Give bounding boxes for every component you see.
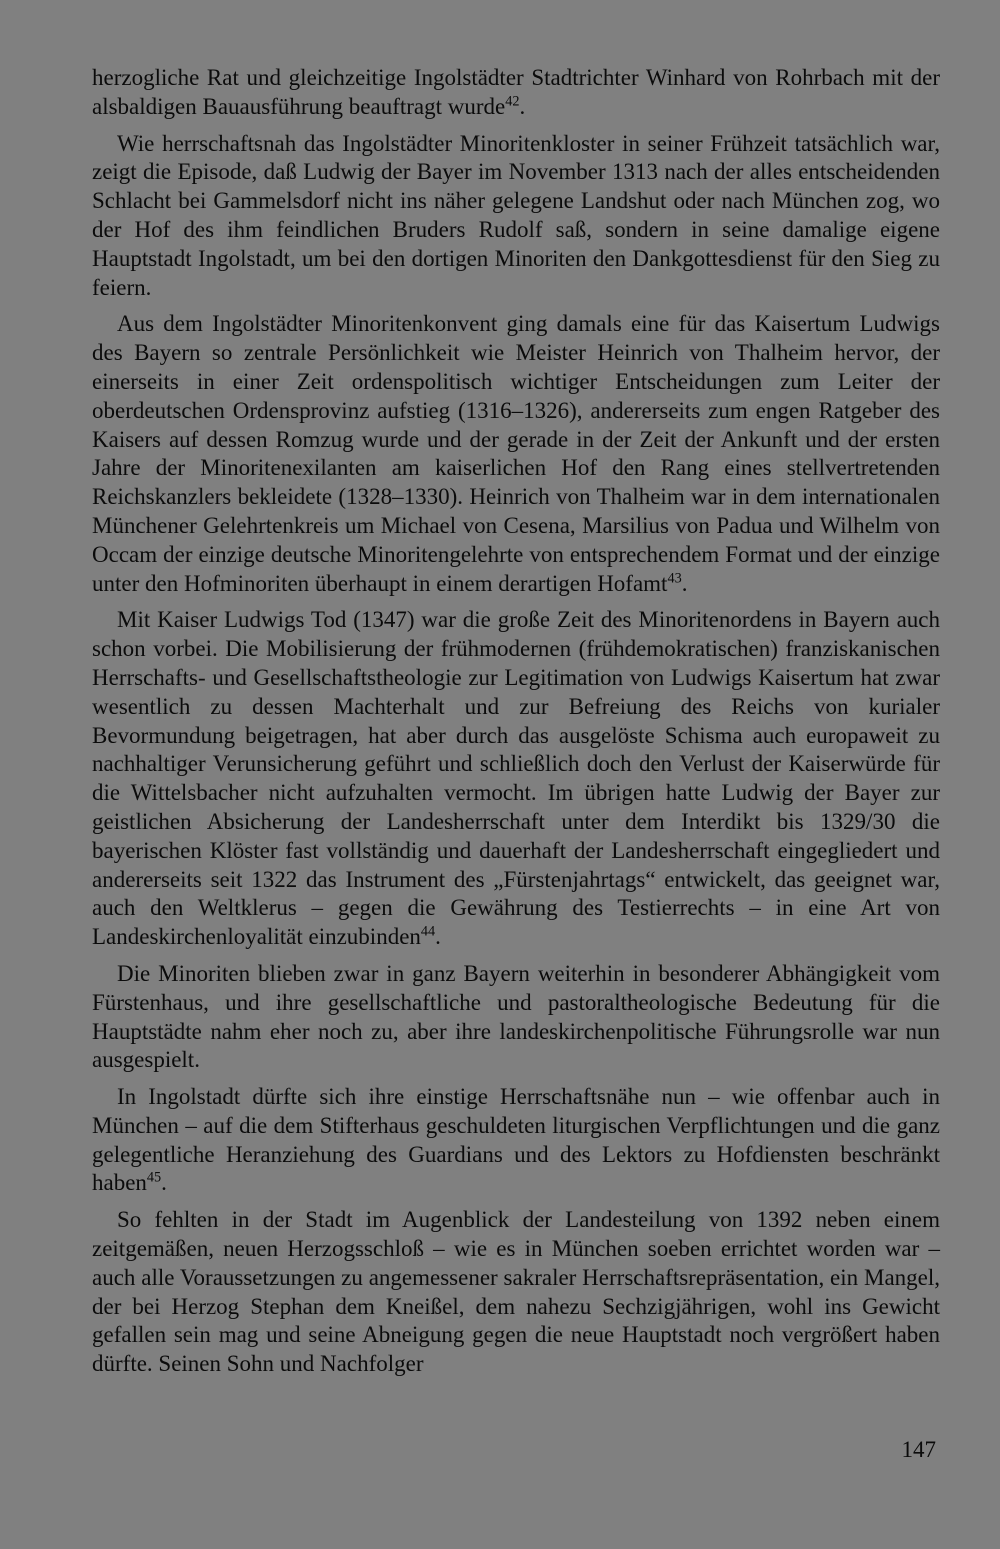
- paragraph-end: .: [519, 93, 526, 119]
- paragraph-text: So fehlten in der Stadt im Augenblick der Landesteilung von 1392 neben einem zeitgemäßen, neuen Herzogsschloß – wie es in München soeben errichtet worden war – auch alle Voraussetzungen zu angemessener sakraler Herrschaftsrepräsentation, ein Mangel, der bei Herzog Stephan dem Kneißel, dem nahezu Sechzigjährigen, wohl ins Gewicht gefallen sein mag und seine Abneigung gegen die neue Hauptstadt noch vergrößert haben dürfte. Seinen Sohn und Nachfolger: [92, 1207, 940, 1377]
- paragraph-3: [92, 310, 940, 598]
- footnote-marker[interactable]: 45: [146, 1169, 162, 1186]
- page-body: [92, 64, 940, 1379]
- paragraph-text: In Ingolstadt dürfte sich ihre einstige Herrschaftsnähe nun – wie offenbar auch in München – auf die dem Stifterhaus geschuldeten liturgischen Verpflichtungen und die ganz gelegentliche Heranziehung des Guardians und des Lektors zu Hofdiensten beschränkt haben: [92, 1084, 940, 1196]
- paragraph-text: Mit Kaiser Ludwigs Tod (1347) war die große Zeit des Minoritenordens in Bayern auch schon vorbei. Die Mobilisierung der frühmodernen (frühdemokratischen) franziskanischen Herrschafts- und Gesellschaftstheologie zur Legitimation von Ludwigs Kaisertum hat zwar wesentlich zu dessen Machterhalt und zur Befreiung des Reichs von kurialer Bevormundung beigetragen, hat aber durch das ausgelöste Schisma auch europaweit zu nachhaltiger Verunsicherung geführt und schließlich doch den Verlust der Kaiserwürde für die Wittelsbacher nicht aufzuhalten vermocht. Im übrigen hatte Ludwig der Bayer zur geistlichen Absicherung der Landesherrschaft unter dem Interdikt bis 1329/30 die bayerischen Klöster fast vollständig und dauerhaft der Landesherrschaft eingegliedert und andererseits seit 1322 das Instrument des „Fürstenjahrtags“ entwickelt, das geeignet war, auch den Weltklerus – gegen die Gewährung des Testierrechts – in eine Art von Landeskirchenloyalität einzubinden: [92, 607, 940, 950]
- paragraph-text: Wie herrschaftsnah das Ingolstädter Minoritenkloster in seiner Frühzeit tatsächlich war, zeigt die Episode, daß Ludwig der Bayer im November 1313 nach der alles entscheidenden Schlacht bei Gammelsdorf nicht ins näher gelegene Landshut oder nach München zog, wo der Hof des ihm feindlichen Bruders Rudolf saß, sondern in seine damalige eigene Hauptstadt Ingolstadt, um bei den dortigen Minoriten den Dankgottesdienst für den Sieg zu feiern.: [92, 130, 940, 300]
- footnote-marker[interactable]: 42: [505, 93, 520, 110]
- paragraph-5: [92, 960, 940, 1075]
- paragraph-1: [92, 64, 940, 122]
- page-number: 147: [901, 1437, 936, 1462]
- paragraph-6: [92, 1083, 940, 1198]
- paragraph-text: Aus dem Ingolstädter Minoritenkonvent ging damals eine für das Kaisertum Ludwigs des Bayern so zentrale Persönlichkeit wie Meister Heinrich von Thalheim hervor, der einerseits in einer Zeit ordenspolitisch wichtiger Entscheidungen zum Leiter der oberdeutschen Ordensprovinz aufstieg (1316–1326), andererseits zum engen Ratgeber des Kaisers auf dessen Romzug wurde und der gerade in der Zeit der Ankunft und der ersten Jahre der Minoritenexilanten am kaiserlichen Hof den Rang eines stellvertretenden Reichskanzlers bekleidete (1328–1330). Heinrich von Thalheim war in dem internationalen Münchener Gelehrtenkreis um Michael von Cesena, Marsilius von Padua und Wilhelm von Occam der einzige deutsche Minoritengelehrte von entsprechendem Format und der einzige unter den Hofminoriten überhaupt in einem derartigen Hofamt: [92, 311, 940, 596]
- footnote-marker[interactable]: 44: [420, 923, 436, 940]
- paragraph-end: .: [435, 924, 441, 950]
- paragraph-end: .: [681, 570, 688, 596]
- paragraph-2: [92, 130, 940, 303]
- paragraph-end: .: [161, 1170, 167, 1196]
- paragraph-7: [92, 1206, 940, 1379]
- paragraph-4: [92, 606, 940, 952]
- paragraph-text: herzogliche Rat und gleichzeitige Ingolstädter Stadtrichter Winhard von Rohrbach mit der alsbaldigen Bauausführung beauftragt wurde: [92, 65, 940, 119]
- paragraph-text: Die Minoriten blieben zwar in ganz Bayern weiterhin in besonderer Abhängigkeit vom Fürstenhaus, und ihre gesellschaftliche und pastoraltheologische Bedeutung für die Hauptstädte nahm eher noch zu, aber ihre landeskirchenpolitische Führungsrolle war nun ausgespielt.: [92, 960, 940, 1073]
- footnote-marker[interactable]: 43: [667, 569, 682, 586]
